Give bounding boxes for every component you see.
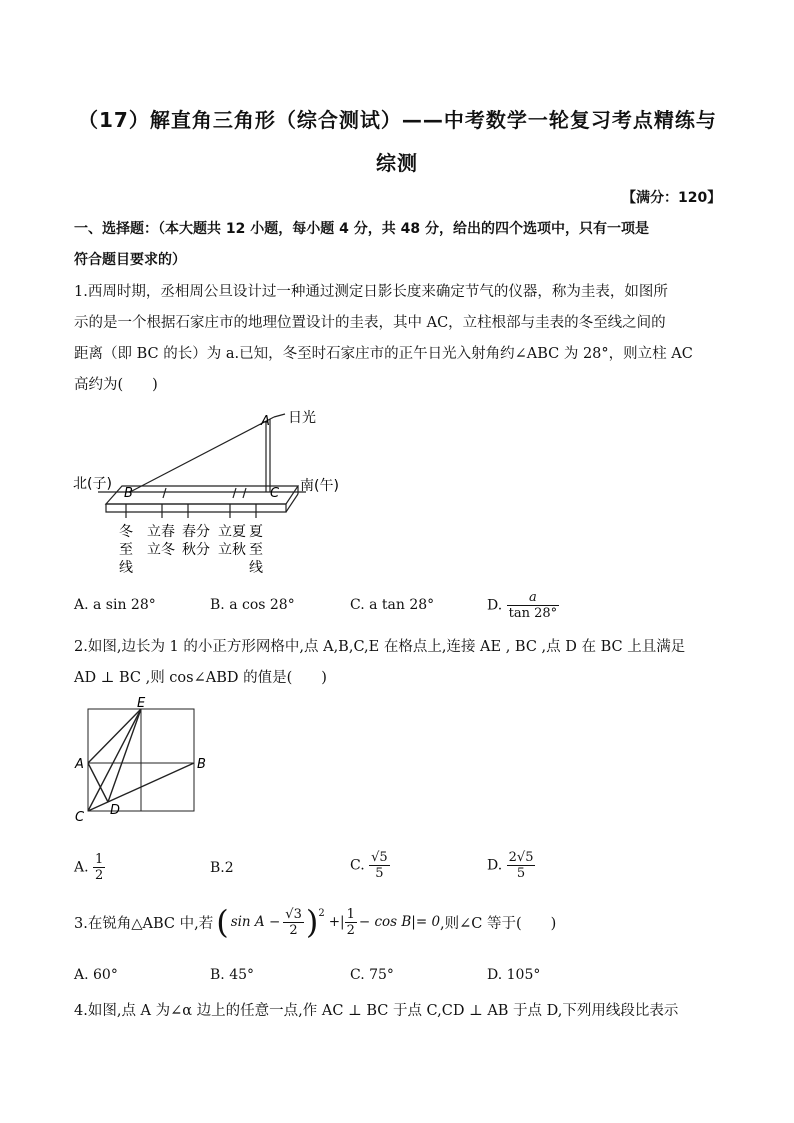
svg-text:线: 线 — [249, 560, 263, 576]
q4-stem-line1: 4.如图,点 A 为∠α 边上的任意一点,作 AC ⊥ BC 于点 C,CD ⊥ AB 于点 D,下列用线段比表示 — [74, 1003, 679, 1019]
section-heading-continued: 符合题目要求的） — [74, 252, 186, 268]
q2-option-a[interactable]: A. $\frac{1}{2}$ — [74, 852, 104, 883]
section-heading: 一、选择题：（本大题共 12 小题，每小题 4 分，共 48 分，给出的四个选项中，只有一项是 — [74, 221, 649, 237]
svg-text:立冬: 立冬 — [147, 542, 175, 558]
svg-text:至: 至 — [119, 542, 133, 558]
right-paren: ) — [305, 903, 319, 941]
point-label-b: B — [197, 757, 206, 772]
fraction: $\frac{a}{\tan 28^\circ}$ — [508, 590, 558, 621]
q3-option-a[interactable]: A. 60° — [74, 967, 118, 983]
option-prefix: D. — [487, 597, 503, 614]
q2-option-d[interactable]: D. $\frac{2√5}{5}$ — [487, 850, 534, 881]
point-label-c: C — [270, 486, 280, 501]
svg-text:秋分: 秋分 — [182, 542, 210, 558]
point-label-a: A — [75, 757, 84, 772]
q2-option-b[interactable]: B.2 — [210, 860, 234, 876]
page-title: （17）解直角三角形（综合测试）——中考数学一轮复习考点精练与 — [78, 108, 717, 132]
fraction: $\frac{1}{2}$ — [346, 906, 355, 938]
svg-text:线: 线 — [119, 560, 133, 576]
fraction: $\frac{√5}{5}$ — [371, 850, 388, 881]
svg-text:至: 至 — [249, 542, 263, 558]
grid-figure — [70, 695, 220, 825]
south-label: 南(午) — [300, 478, 339, 494]
q2-stem-line2: AD ⊥ BC ,则 cos∠ABD 的值是( ) — [74, 670, 327, 686]
fraction: $\frac{1}{2}$ — [95, 852, 104, 883]
north-label: 北(子) — [73, 476, 112, 492]
full-score: 【满分：120】 — [622, 190, 722, 206]
q1-option-c[interactable]: C. a tan 28° — [350, 597, 435, 613]
q2-stem-line1: 2.如图,边长为 1 的小正方形网格中,点 A,B,C,E 在格点上,连接 AE , BC ,点 D 在 BC 上且满足 — [74, 639, 686, 655]
svg-text:立秋: 立秋 — [218, 542, 246, 558]
q1-option-b[interactable]: B. a cos 28° — [210, 597, 295, 613]
q3-option-c[interactable]: C. 75° — [350, 967, 394, 983]
q3-stem: 3.在锐角△ABC 中,若 ( sin A − $\frac{√3}{2}$ ) $^2$ +| $\frac{1}{2}$ − cos B|= 0 ,则∠C 等于( ) — [74, 903, 557, 941]
point-label-d: D — [110, 803, 121, 818]
gnomon-figure — [70, 400, 360, 585]
winter-solstice-label: 冬 — [119, 524, 133, 540]
point-label-a: A — [261, 414, 270, 429]
q1-option-d[interactable] — [487, 590, 559, 621]
q1-option-a[interactable]: A. a sin 28° — [74, 597, 156, 613]
q2-option-c[interactable]: C. $\frac{√5}{5}$ — [350, 850, 388, 881]
page-title-continued: 综测 — [376, 151, 418, 175]
point-label-b: B — [124, 486, 133, 501]
q1-stem-line3: 距离（即 BC 的长）为 a.已知，冬至时石家庄市的正午日光入射角约∠ABC 为 28°，则立柱 AC — [74, 346, 693, 362]
spring-winter-start-label: 立春 — [147, 524, 175, 540]
point-label-c: C — [75, 810, 85, 825]
left-paren: ( — [216, 903, 229, 941]
q1-stem-line2: 示的是一个根据石家庄市的地理位置设计的圭表，其中 AC，立柱根部与圭表的冬至线之间的 — [74, 315, 666, 331]
q3-option-b[interactable]: B. 45° — [210, 967, 255, 983]
summer-autumn-start-label: 立夏 — [218, 524, 246, 540]
summer-solstice-label: 夏 — [249, 524, 263, 540]
sunlight-label: 日光 — [288, 410, 316, 426]
point-label-e: E — [137, 696, 146, 711]
q1-stem-line1: 1.西周时期，丞相周公旦设计过一种通过测定日影长度来确定节气的仪器，称为圭表，如图所 — [74, 284, 668, 300]
equinox-label: 春分 — [182, 524, 210, 540]
fraction: $\frac{2√5}{5}$ — [508, 850, 534, 881]
q3-option-d[interactable]: D. 105° — [487, 967, 541, 983]
fraction: $\frac{√3}{2}$ — [285, 906, 302, 938]
q1-stem-line4: 高约为( ) — [74, 377, 158, 393]
